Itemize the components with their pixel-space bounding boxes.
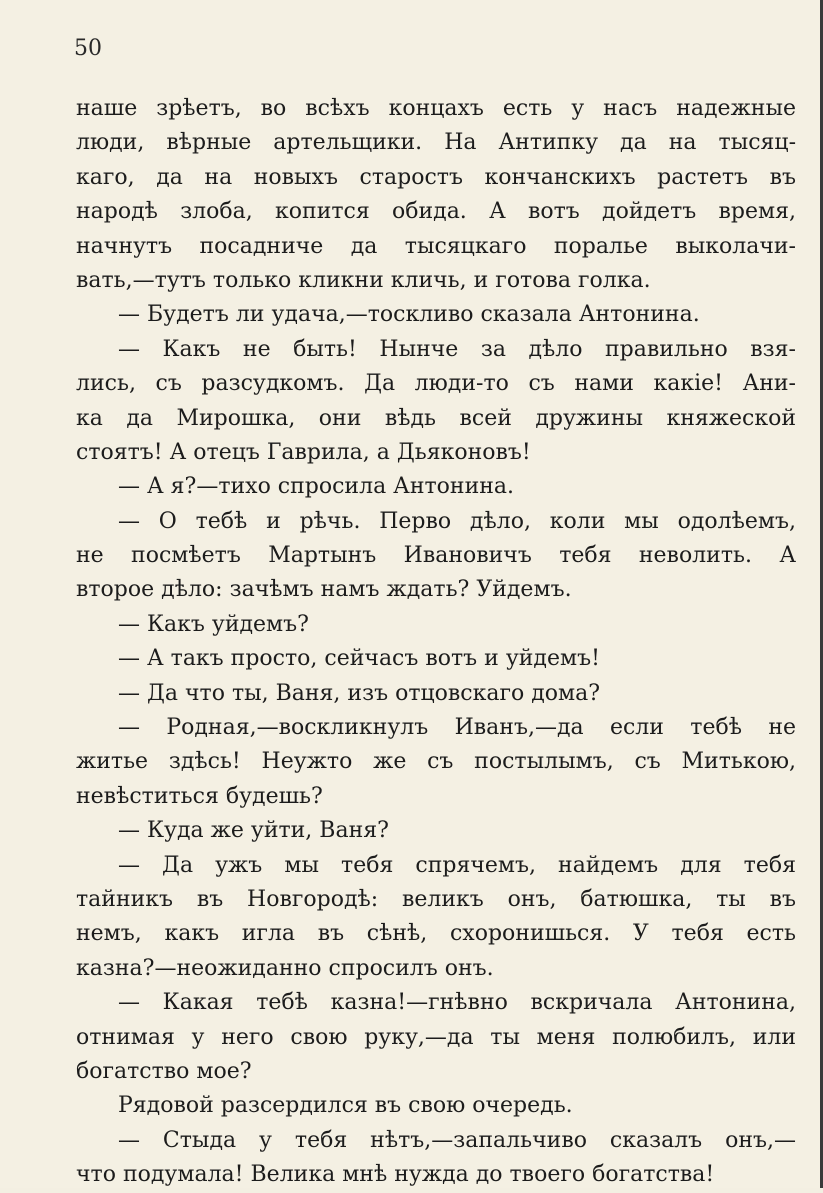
text-line: — А я?—тихо спросила Антонина. [118, 474, 515, 500]
text-line: народѣ злоба, копится обида. А вотъ дойдетъ время, [76, 199, 796, 225]
text-line: — Какъ не быть! Нынче за дѣло правильно взя- [118, 336, 796, 362]
text-line: что подумала! Велика мнѣ нужда до твоего богатства! [76, 1162, 715, 1188]
text-line: казна?—неожиданно спросилъ онъ. [76, 955, 494, 981]
text-line: — Будетъ ли удача,—тоскливо сказала Антонина. [118, 302, 700, 328]
text-line: — О тебѣ и рѣчь. Перво дѣло, коли мы одолѣемъ, [118, 508, 796, 534]
text-line: стоятъ! А отецъ Гаврила, а Дьяконовъ! [76, 439, 531, 465]
text-line: невѣститься будешь? [76, 783, 323, 809]
text-line: наше зрѣетъ, во всѣхъ концахъ есть у насъ надежные [76, 96, 796, 121]
text-line: вать,—тутъ только кликни кличь, и готова голка. [76, 267, 651, 293]
text-line: — Да что ты, Ваня, изъ отцовскаго дома? [118, 680, 601, 706]
text-line: Рядовой разсердился въ свою очередь. [118, 1093, 573, 1119]
text-line: тайникъ въ Новгородѣ: великъ онъ, батюшка, ты въ [76, 886, 796, 912]
text-line: не посмѣетъ Мартынъ Ивановичъ тебя неволить. А [76, 543, 796, 569]
text-line: — Какая тебѣ казна!—гнѣвно вскричала Антонина, [118, 990, 796, 1016]
text-line: житье здѣсь! Неужто же съ постылымъ, съ Митькою, [76, 749, 796, 775]
text-line: второе дѣло: зачѣмъ намъ ждать? Уйдемъ. [76, 577, 572, 603]
page-text [76, 92, 796, 1193]
text-line: ка да Мирошка, они вѣдь всей дружины княжеской [76, 405, 796, 431]
text-line: — Стыда у тебя нѣтъ,—запальчиво сказалъ онъ,— [118, 1127, 796, 1153]
text-line: люди, вѣрные артельщики. На Антипку да на тысяц- [76, 130, 796, 156]
text-line: — Куда же уйти, Ваня? [118, 818, 389, 844]
text-line: немъ, какъ игла въ сѣнѣ, схоронишься. У тебя есть [76, 921, 796, 947]
text-line: начнутъ посадниче да тысяцкаго поралье выколачи- [76, 233, 796, 259]
text-line: — Да ужъ мы тебя спрячемъ, найдемъ для тебя [118, 852, 796, 878]
text-line: отнимая у него свою руку,—да ты меня полюбилъ, или [76, 1024, 796, 1050]
text-line: — Родная,—воскликнулъ Иванъ,—да если тебѣ не [118, 715, 796, 741]
text-line: — Какъ уйдемъ? [118, 611, 309, 637]
text-line: — А такъ просто, сейчасъ вотъ и уйдемъ! [118, 646, 600, 672]
page-number: 50 [74, 36, 102, 61]
text-line: богатство мое? [76, 1058, 252, 1084]
text-line: лись, съ разсудкомъ. Да люди-то съ нами какіе! Ани- [76, 371, 796, 397]
text-line: каго, да на новыхъ старостъ кончанскихъ растетъ въ [76, 164, 796, 190]
